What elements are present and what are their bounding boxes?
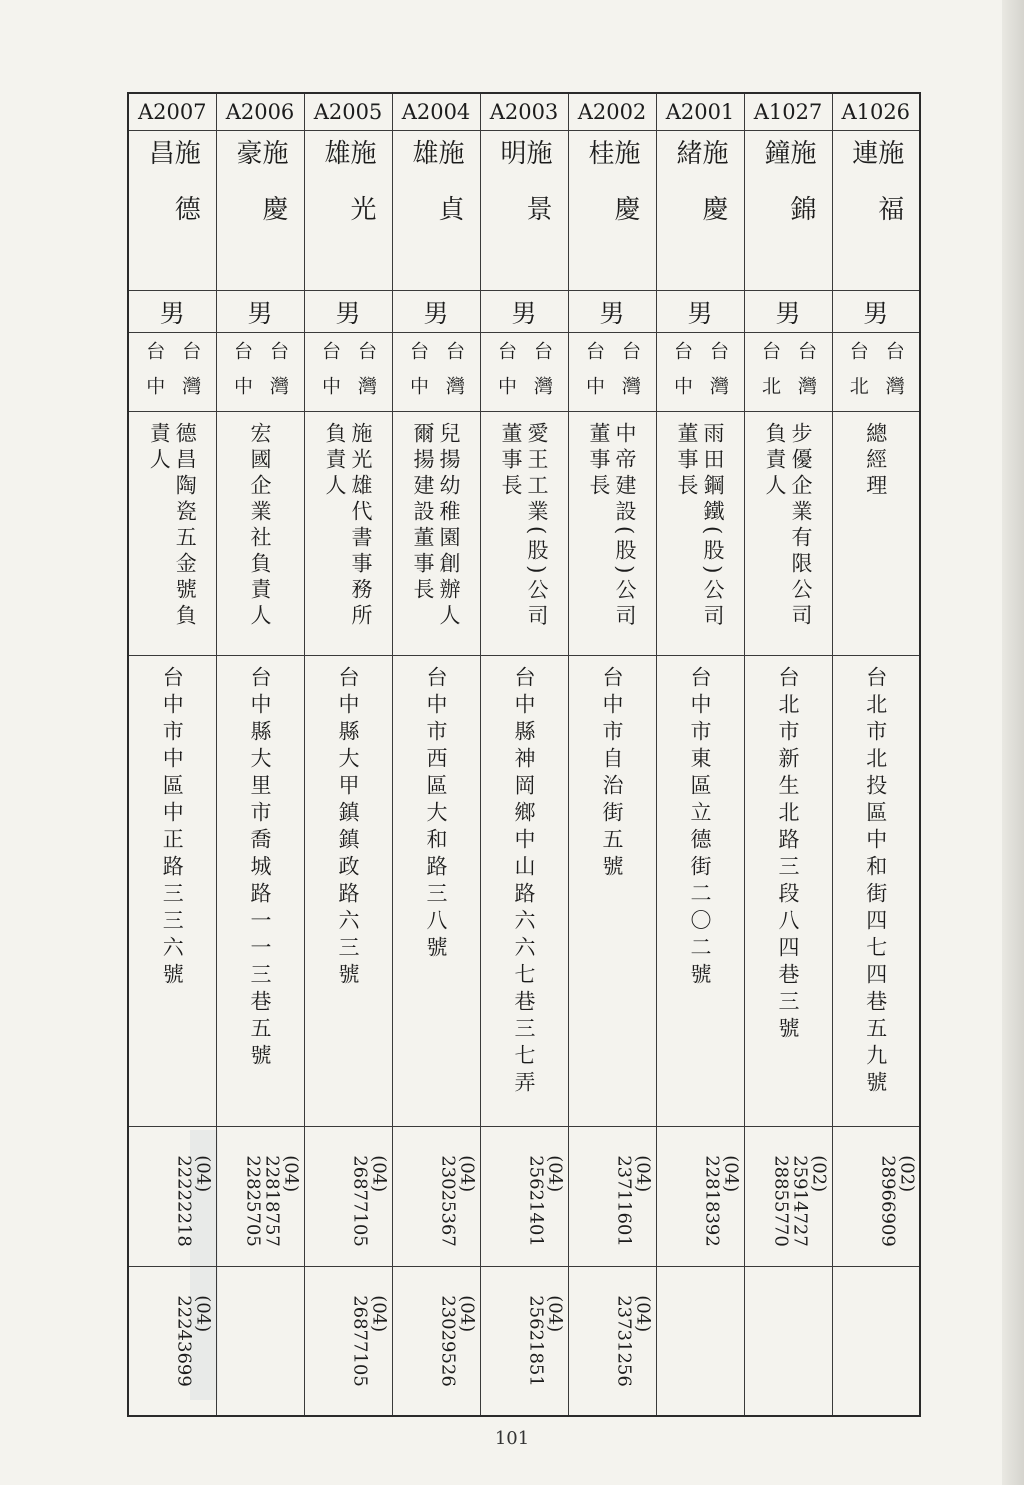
- member-id-cell: A2001: [656, 93, 744, 131]
- member-sex-row: [128, 291, 920, 333]
- member-fax-cell: [480, 1267, 568, 1417]
- member-address-cell: [480, 656, 568, 1127]
- member-sex-cell: 男: [656, 291, 744, 333]
- member-origin-cell: [568, 333, 656, 412]
- fax-number: 22243699: [173, 1295, 195, 1387]
- member-phone-cell: [480, 1127, 568, 1267]
- fax-number: 26877105: [349, 1295, 370, 1387]
- member-id-cell: A1027: [744, 93, 832, 131]
- phone-number: 28855770: [770, 1155, 791, 1247]
- member-origin: 台灣台中: [231, 341, 289, 411]
- member-name: 施福連: [847, 139, 904, 251]
- fax-number: 23731256: [613, 1295, 634, 1387]
- member-phone-cell: [392, 1127, 480, 1267]
- member-name: 施錦鐘: [760, 139, 816, 251]
- member-id-cell: A2006: [216, 93, 304, 131]
- member-title: 中帝建設(股)公司董事長: [587, 422, 637, 631]
- member-title-cell: [656, 412, 744, 656]
- member-name-cell: [480, 131, 568, 291]
- member-fax-cell: [128, 1267, 216, 1417]
- member-address-row: [128, 656, 920, 1127]
- member-name: 施德昌: [144, 139, 201, 251]
- member-origin-cell: [744, 333, 832, 412]
- phone-number: 23025367: [437, 1155, 458, 1247]
- member-name-cell: [392, 131, 480, 291]
- phone-number: 22825705: [242, 1155, 263, 1247]
- member-title: 兒揚幼稚園創辦人爾揚建設董事長: [411, 422, 461, 630]
- member-address-cell: [744, 656, 832, 1127]
- member-name-cell: [128, 131, 216, 291]
- phone-area-code: (04): [720, 1155, 741, 1193]
- member-name: 施景明: [496, 139, 552, 251]
- member-origin: 台灣台中: [495, 341, 553, 411]
- member-sex-cell: 男: [832, 291, 920, 333]
- member-title-cell: [480, 412, 568, 656]
- member-id-cell: A2005: [304, 93, 392, 131]
- member-origin-cell: [216, 333, 304, 412]
- member-sex-cell: 男: [392, 291, 480, 333]
- member-address-cell: [392, 656, 480, 1127]
- member-address: 台北市北投區中和街四七四巷五九號: [863, 666, 888, 1098]
- page-edge: [1002, 0, 1024, 1485]
- fax-area-code: (04): [632, 1295, 653, 1333]
- member-title: 總經理: [863, 422, 888, 500]
- member-phone-cell: [304, 1127, 392, 1267]
- member-origin-cell: [304, 333, 392, 412]
- fax-number: 23029526: [437, 1295, 458, 1387]
- member-address: 台中縣大甲鎮鎮政路六三號: [336, 666, 360, 990]
- member-fax-cell: [744, 1267, 832, 1417]
- fax-area-code: (04): [544, 1295, 565, 1333]
- member-origin: 台灣台北: [759, 341, 817, 411]
- member-name-cell: [744, 131, 832, 291]
- member-phone-cell: [744, 1127, 832, 1267]
- member-title-row: [128, 412, 920, 656]
- member-address: 台中市東區立德街二〇二號: [688, 666, 712, 990]
- phone-number: 22818757: [261, 1155, 282, 1247]
- phone-number: 25914727: [789, 1155, 810, 1247]
- member-origin: 台灣台中: [671, 341, 729, 411]
- member-address-cell: [216, 656, 304, 1127]
- phone-number: 23711601: [613, 1155, 634, 1247]
- phone-number: 28966909: [877, 1155, 898, 1247]
- phone-area-code: (02): [896, 1155, 917, 1193]
- member-fax-cell: [656, 1267, 744, 1417]
- member-name: 施貞雄: [408, 139, 464, 251]
- member-origin-cell: [832, 333, 920, 412]
- phone-number: 25621401: [525, 1155, 546, 1247]
- member-fax-cell: [832, 1267, 920, 1417]
- phone-area-code: (04): [456, 1155, 477, 1193]
- member-phone-cell: [832, 1127, 920, 1267]
- member-id-cell: A2003: [480, 93, 568, 131]
- member-title-cell: [832, 412, 920, 656]
- member-address: 台北市新生北路三段八四巷三號: [776, 666, 800, 1044]
- member-name-cell: [568, 131, 656, 291]
- phone-area-code: (04): [544, 1155, 565, 1193]
- member-address: 台中縣神岡鄉中山路六六七巷三七弄: [512, 666, 536, 1098]
- member-id-cell: A1026: [832, 93, 920, 131]
- member-title-cell: [304, 412, 392, 656]
- member-phone-cell: [568, 1127, 656, 1267]
- member-origin-row: [128, 333, 920, 412]
- member-name-cell: [832, 131, 920, 291]
- member-name: 施慶桂: [584, 139, 640, 251]
- member-title: 德昌陶瓷五金號負責人: [147, 422, 198, 630]
- member-name-cell: [304, 131, 392, 291]
- member-address-cell: [832, 656, 920, 1127]
- member-phone-cell: [656, 1127, 744, 1267]
- member-name: 施慶豪: [232, 139, 288, 251]
- member-origin-cell: [392, 333, 480, 412]
- phone-number: 26877105: [349, 1155, 370, 1247]
- member-title-cell: [216, 412, 304, 656]
- member-address: 台中市中區中正路三三六號: [160, 666, 185, 990]
- member-roster-table: [127, 92, 921, 1417]
- fax-number: 25621851: [525, 1295, 546, 1387]
- member-sex-cell: 男: [128, 291, 216, 333]
- phone-area-code: (04): [192, 1155, 214, 1193]
- phone-number: 22818392: [701, 1155, 722, 1247]
- fax-area-code: (04): [368, 1295, 389, 1333]
- member-fax-cell: [392, 1267, 480, 1417]
- member-title: 愛王工業(股)公司董事長: [499, 422, 549, 631]
- member-sex-cell: 男: [568, 291, 656, 333]
- member-phone-row: [128, 1127, 920, 1267]
- member-phone-cell: [128, 1127, 216, 1267]
- member-name-cell: [216, 131, 304, 291]
- member-name: 施慶緒: [672, 139, 728, 251]
- member-title: 施光雄代書事務所負責人: [323, 422, 373, 630]
- member-address-cell: [568, 656, 656, 1127]
- member-fax-cell: [216, 1267, 304, 1417]
- fax-area-code: (04): [192, 1295, 214, 1333]
- member-origin: 台灣台北: [846, 341, 905, 411]
- member-id-cell: A2007: [128, 93, 216, 131]
- phone-area-code: (02): [808, 1155, 829, 1193]
- member-origin: 台灣台中: [143, 341, 202, 411]
- member-address-cell: [304, 656, 392, 1127]
- fax-area-code: (04): [456, 1295, 477, 1333]
- member-address-cell: [128, 656, 216, 1127]
- member-title-cell: [128, 412, 216, 656]
- member-id-row: [128, 93, 920, 131]
- member-fax-cell: [304, 1267, 392, 1417]
- member-origin: 台灣台中: [583, 341, 641, 411]
- member-address: 台中縣大里市喬城路一一三巷五號: [248, 666, 272, 1071]
- member-id-cell: A2002: [568, 93, 656, 131]
- member-origin-cell: [128, 333, 216, 412]
- member-origin: 台灣台中: [407, 341, 465, 411]
- member-sex-cell: 男: [744, 291, 832, 333]
- member-title-cell: [392, 412, 480, 656]
- phone-area-code: (04): [280, 1155, 301, 1193]
- phone-number: 22222218: [173, 1155, 195, 1247]
- page-number: 101: [494, 1428, 530, 1449]
- member-origin: 台灣台中: [319, 341, 377, 411]
- phone-area-code: (04): [368, 1155, 389, 1193]
- member-id-cell: A2004: [392, 93, 480, 131]
- member-address: 台中市西區大和路三八號: [424, 666, 448, 963]
- member-title-cell: [744, 412, 832, 656]
- member-address-cell: [656, 656, 744, 1127]
- member-title: 宏國企業社負責人: [248, 422, 272, 630]
- member-title: 步優企業有限公司負責人: [763, 422, 813, 630]
- member-name-row: [128, 131, 920, 291]
- member-origin-cell: [656, 333, 744, 412]
- member-fax-row: [128, 1267, 920, 1417]
- member-name-cell: [656, 131, 744, 291]
- member-address: 台中市自治街五號: [600, 666, 624, 882]
- phone-area-code: (04): [632, 1155, 653, 1193]
- member-origin-cell: [480, 333, 568, 412]
- member-title-cell: [568, 412, 656, 656]
- member-phone-cell: [216, 1127, 304, 1267]
- member-sex-cell: 男: [216, 291, 304, 333]
- member-fax-cell: [568, 1267, 656, 1417]
- member-title: 雨田鋼鐵(股)公司董事長: [675, 422, 725, 631]
- member-name: 施光雄: [320, 139, 376, 251]
- member-sex-cell: 男: [304, 291, 392, 333]
- member-sex-cell: 男: [480, 291, 568, 333]
